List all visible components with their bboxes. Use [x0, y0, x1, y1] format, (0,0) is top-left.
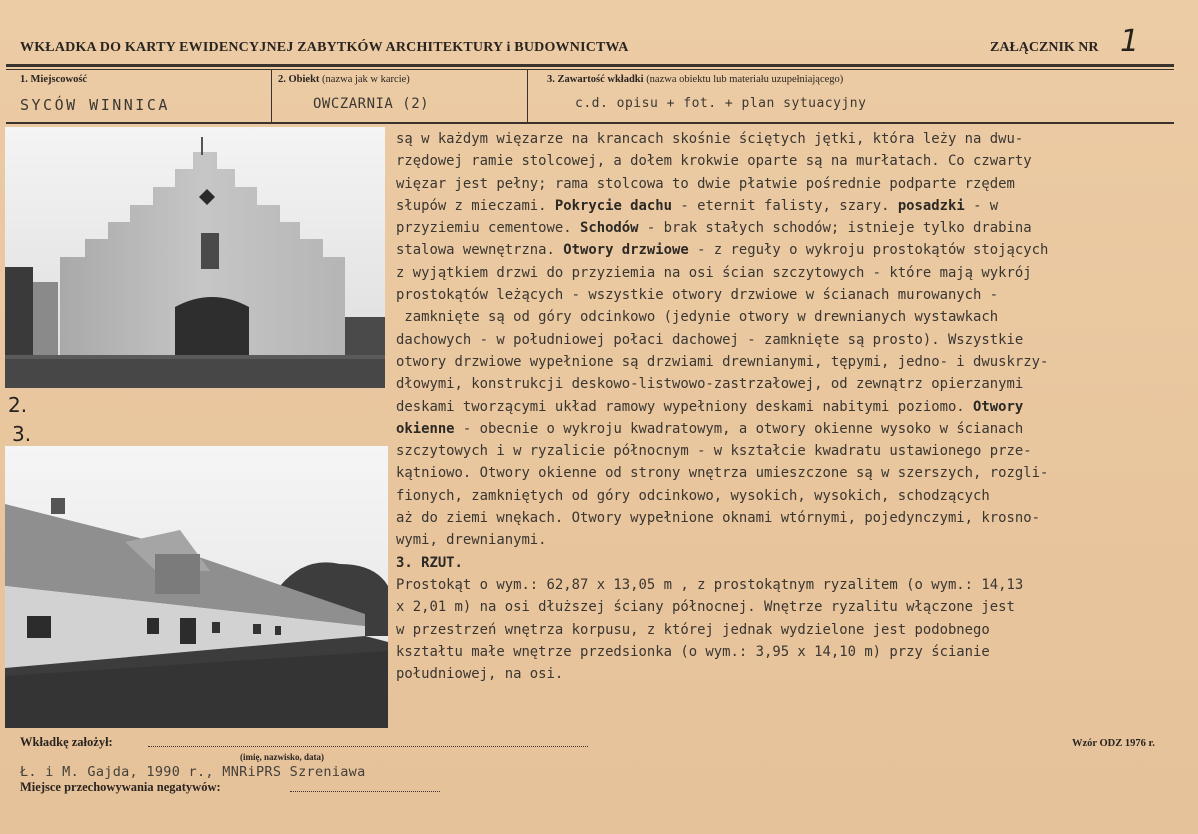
- text-segment: deskami tworzącymi układ ramowy wypełniony deskami nabitymi poziomo.: [396, 398, 974, 415]
- text-segment: - obecnie o wykroju kwadratowym, a otwory okienne wysoko w ścianach: [454, 420, 1024, 437]
- text-line: [396, 373, 1178, 395]
- text-segment: wymi, drewnianymi.: [396, 532, 547, 549]
- text-line: [396, 284, 1178, 306]
- text-line: [396, 418, 1178, 440]
- bold-heading: posadzki: [897, 197, 965, 214]
- created-by-value: Ł. i M. Gajda, 1990 r., MNRiPRS Szreniawa: [20, 764, 366, 780]
- text-segment: są w każdym więzarze na krancach skośnie ściętych jętki, która leży na dwu-: [396, 131, 1024, 147]
- text-segment: z wyjątkiem drzwi do przyziemia na osi ścian szczytowych - które mają wykrój: [396, 264, 1032, 281]
- bold-heading: Otwory: [973, 398, 1024, 415]
- field-divider-1: [271, 70, 272, 122]
- text-line: [396, 306, 1178, 328]
- text-line: [396, 507, 1178, 529]
- text-line: [396, 552, 1178, 574]
- fields-bottom-rule: [6, 122, 1174, 124]
- text-segment: kształtu małe wnętrze przedsionka (o wym.: 3,95 x 14,10 m) przy ścianie: [396, 643, 990, 660]
- text-line: [396, 195, 1178, 217]
- text-line: [396, 529, 1178, 551]
- text-segment: x 2,01 m) na osi dłuższej ściany północnej. Wnętrze ryzalitu włączone jest: [396, 599, 1015, 616]
- photo-number-3: 3.: [12, 422, 32, 446]
- created-by-label: Wkładkę założył:: [20, 735, 113, 749]
- text-segment: w przestrzeń wnętrza korpusu, z której jednak wydzielone jest podobnego: [396, 621, 990, 638]
- photo-number-2: 2.: [8, 393, 28, 417]
- text-segment: południowej, na osi.: [396, 666, 564, 683]
- text-line: [396, 440, 1178, 462]
- text-line: [396, 619, 1178, 641]
- photo-long-elevation: [5, 446, 388, 728]
- text-segment: aż do ziemi wnękach. Otwory wypełnione oknami wtórnymi, pojedynczymi, krosno-: [396, 510, 1040, 527]
- text-line: [396, 128, 1178, 150]
- text-segment: zamknięte są od góry odcinkowo (jedynie otwory w drewnianych wystawkach: [396, 309, 999, 326]
- text-line: [396, 462, 1178, 484]
- text-segment: - eternit falisty, szary.: [672, 197, 898, 214]
- text-line: [396, 574, 1178, 596]
- text-segment: dachowych - w południowej połaci dachowej - zamknięte są prosto). Wszystkie: [396, 331, 1024, 348]
- text-segment: przyziemiu cementowe.: [396, 220, 580, 237]
- description-text: [396, 128, 1178, 685]
- bold-heading: 3. RZUT.: [396, 554, 463, 571]
- text-line: [396, 396, 1178, 418]
- bold-heading: Schodów: [579, 220, 639, 237]
- form-code: Wzór ODZ 1976 r.: [1072, 738, 1155, 749]
- text-segment: dłowymi, konstrukcji deskowo-listwowo-zastrzałowej, od zewnątrz opierzanymi: [396, 376, 1024, 393]
- text-segment: słupów z mieczami.: [396, 197, 555, 214]
- photo-gable-facade: [5, 127, 385, 388]
- card-title: WKŁADKA DO KARTY EWIDENCYJNEJ ZABYTKÓW ARCHITEKTURY i BUDOWNICTWA: [20, 40, 629, 55]
- text-line: [396, 596, 1178, 618]
- created-by-line: [148, 746, 588, 747]
- elevation-photo-image: [5, 446, 388, 728]
- contents-value: c.d. opisu + fot. + plan sytuacyjny: [575, 96, 867, 111]
- text-segment: więzar jest pełny; rama stolcowa to dwie płatwie pośrednie podparte rzędem: [396, 175, 1015, 192]
- text-segment: - brak stałych schodów; istnieje tylko drabina: [638, 220, 1032, 237]
- text-line: [396, 663, 1178, 685]
- annex-label: ZAŁĄCZNIK NR: [990, 40, 1099, 55]
- text-line: [396, 239, 1178, 261]
- text-line: [396, 173, 1178, 195]
- field-divider-2: [527, 70, 528, 122]
- text-segment: otwory drzwiowe wypełnione są drzwiami drewnianymi, tępymi, jedno- i dwuskrzy-: [396, 353, 1049, 370]
- text-line: [396, 485, 1178, 507]
- negatives-storage-label: Miejsce przechowywania negatywów:: [20, 780, 221, 794]
- text-line: [396, 217, 1178, 239]
- text-segment: prostokątów leżących - wszystkie otwory drzwiowe w ścianach murowanych -: [396, 287, 999, 304]
- text-line: [396, 329, 1178, 351]
- text-line: [396, 351, 1178, 373]
- negatives-storage-line: [290, 791, 440, 792]
- header-rule-thin: [6, 69, 1174, 70]
- bold-heading: Pokrycie dachu: [554, 197, 672, 214]
- annex-number: 1: [1120, 24, 1140, 59]
- gable-photo-image: [5, 127, 385, 388]
- text-segment: - w: [964, 197, 999, 214]
- object-value: OWCZARNIA (2): [313, 96, 430, 112]
- bold-heading: okienne: [396, 420, 455, 437]
- text-line: [396, 262, 1178, 284]
- text-segment: kątniowo. Otwory okienne od strony wnętrza umieszczone są w szerszych, rozgli-: [396, 465, 1049, 482]
- text-segment: fionych, zamkniętych od góry odcinkowo, wysokich, wysokich, schodzących: [396, 487, 990, 504]
- place-value: SYCÓW WINNICA: [20, 96, 170, 114]
- bold-heading: Otwory drzwiowe: [563, 242, 689, 259]
- header-rule: [6, 64, 1174, 67]
- text-line: [396, 150, 1178, 172]
- object-label: 2. Obiekt (nazwa jak w karcie): [278, 74, 410, 85]
- text-segment: - z reguły o wykroju prostokątów stojących: [688, 242, 1049, 259]
- created-by-hint: (imię, nazwisko, data): [240, 752, 324, 762]
- contents-label: 3. Zawartość wkładki (nazwa obiektu lub materiału uzupełniającego): [547, 74, 844, 85]
- text-segment: rzędowej ramie stolcowej, a dołem krokwie oparte są na murłatach. Co czwarty: [396, 153, 1032, 170]
- text-segment: Prostokąt o wym.: 62,87 x 13,05 m , z prostokątnym ryzalitem (o wym.: 14,13: [396, 576, 1024, 593]
- text-segment: stalowa wewnętrzna.: [396, 242, 564, 259]
- text-line: [396, 641, 1178, 663]
- text-segment: szczytowych i w ryzalicie północnym - w kształcie kwadratu ustawionego prze-: [396, 443, 1032, 460]
- place-label: 1. Miejscowość: [20, 74, 88, 85]
